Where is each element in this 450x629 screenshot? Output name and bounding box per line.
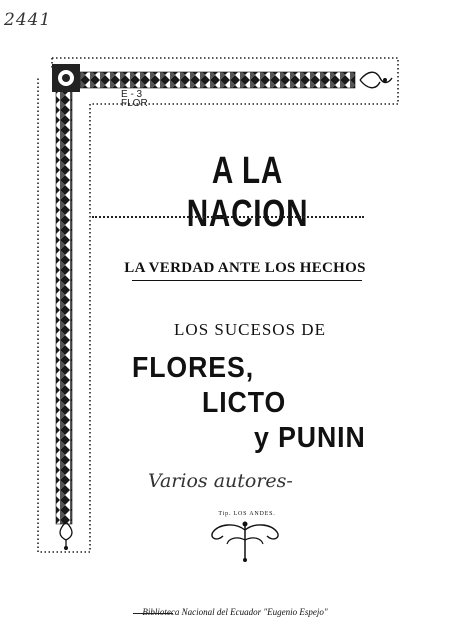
shelf-mark-line: E - 3 [121, 89, 143, 100]
place-name: y PUNIN [254, 422, 366, 454]
corner-flourish-icon [358, 66, 394, 94]
corner-flourish-icon [54, 522, 78, 552]
shelf-mark [121, 90, 148, 108]
lead-text: LOS SUCESOS DE [174, 320, 326, 339]
footer-strike [133, 613, 173, 614]
place-name: LICTO [202, 387, 287, 419]
catalog-number: 2441 [4, 10, 52, 30]
shelf-mark-line: FLOR [121, 98, 148, 109]
vignette-flourish-icon [205, 520, 285, 564]
page-title: A LA NACION [186, 150, 309, 235]
printer-imprint: Tip. LOS ANDES. [218, 511, 276, 517]
divider [92, 216, 364, 218]
place-name: FLORES, [132, 352, 255, 384]
subtitle: LA VERDAD ANTE LOS HECHOS [124, 260, 366, 276]
author-note: Varios autores- [148, 470, 293, 492]
footer-credit: Biblioteca Nacional del Ecuador "Eugenio Espejo" [142, 607, 328, 617]
subtitle-underline [132, 280, 362, 281]
